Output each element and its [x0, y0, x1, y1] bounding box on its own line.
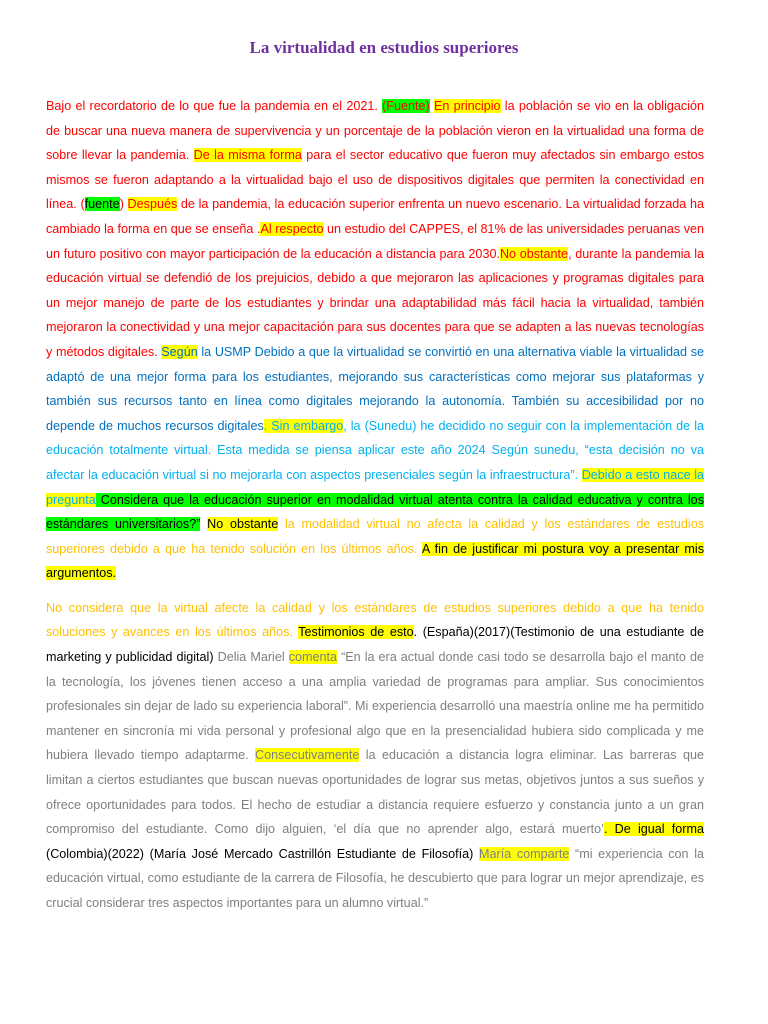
highlighted-text-run: comenta: [288, 650, 338, 665]
highlighted-text-run: . De igual forma: [603, 822, 704, 837]
highlighted-text-run: En principio: [433, 99, 501, 113]
highlighted-text-run: . Sin embargo: [263, 418, 344, 433]
highlighted-text-run: María comparte: [479, 846, 570, 861]
text-run: . (España)(2017)(Testimonio de una estudiante de marketing y publicidad digital): [46, 625, 704, 665]
text-run: la educación a distancia logra eliminar. Las barreras que limitan a ciertos estudiantes que buscan nuevas oportunidades de lograr sus metas, objetivos juntos a sus sueños y ofrece oportunidades para todos. El hecho de estudiar a distancia requiere esfuerzo y constancia junto a un gran compromiso del estudiante. Como dijo alguien, ‘el día que no aprender algo, estará muerto’: [46, 748, 704, 837]
highlighted-text-run: (Fuente): [382, 99, 430, 113]
text-run: la modalidad virtual no afecta la calidad y los estándares de estudios superiores debido a que ha tenido solución en los últimos años.: [46, 517, 704, 556]
highlighted-text-run: No obstante: [207, 517, 279, 532]
document-title: La virtualidad en estudios superiores: [249, 38, 519, 57]
highlighted-text-run: Debido a esto nace la pregunta: [46, 467, 704, 507]
text-run: No considera que la virtual afecte la calidad y los estándares de estudios superiores debido a que ha tenido soluciones y avances en los últimos años.: [46, 600, 704, 640]
text-run: para el sector educativo que fueron muy afectados sin embargo estos mismos se fueron adaptando a la virtualidad bajo el uso de dispositivos digitales que permiten la conectividad en línea. (: [46, 148, 704, 212]
highlighted-text-run: Considera que la educación superior en modalidad virtual atenta contra la calidad educativa y contra los estándares universitarios?”: [46, 492, 704, 532]
highlighted-text-run: A fin de justificar mi postura voy a presentar mis argumentos.: [46, 541, 704, 581]
body-paragraph: [46, 94, 704, 586]
document-body: [46, 94, 704, 916]
text-run: “En la era actual donde casi todo se desarrolla bajo el manto de la tecnología, los jóvenes tienen acceso a una amplia variedad de programas para ampliar. Sus conocimientos profesionales sin dejar de lado su experiencia laboral”. Mi experiencia desarrolló una maestría online me ha permitido mantener en sincronía mi vida personal y profesional algo que en la presencialidad hubiera sido complicada y me hubiera llevado tiempo adaptarme.: [46, 650, 704, 763]
highlighted-text-run: Al respecto: [260, 221, 324, 236]
highlighted-text-run: Testimonios de esto: [298, 625, 414, 640]
body-paragraph: [46, 596, 704, 916]
highlighted-text-run: De la misma forma: [193, 148, 302, 163]
text-run: , la (Sunedu) he decidido no seguir con la implementación de la educación totalmente virtual. Esta medida se piensa aplicar este año 2024 Según sunedu, “esta decisión no va afectar la educación virtual si no mejorarla con aspectos presenciales según la infraestructura”.: [46, 418, 704, 482]
text-run: de la pandemia, la educación superior enfrenta un nuevo escenario. La virtualidad forzada ha cambiado la forma en que se enseña .: [46, 197, 704, 236]
text-run: “mi experiencia con la educación virtual, como estudiante de la carrera de Filosofía, he descubierto que para lograr un mejor aprendizaje, es crucial considerar tres aspectos importantes para un alumno virtual.”: [46, 846, 704, 910]
text-run: Bajo el recordatorio de lo que fue la pandemia en el 2021.: [46, 99, 383, 113]
text-run: un estudio del CAPPES, el 81% de las universidades peruanas ven un futuro positivo con mayor participación de la educación a distancia para 2030.: [46, 221, 705, 261]
highlighted-text-run: Después: [127, 197, 178, 212]
text-run: Delia Mariel: [217, 650, 289, 665]
text-run: , durante la pandemia la educación virtual se defendió de los prejuicios, debido a que mejoraron las aplicaciones y programas digitales para un mejor manejo de parte de los estudiantes y brindar una adaptabilidad más fácil hacia la virtualidad, también mejoraron la conectividad y una mejor capacitación para sus docentes para que se adapten a las nuevas tecnologías y métodos digitales.: [46, 246, 705, 359]
highlighted-text-run: Consecutivamente: [255, 748, 360, 763]
text-run: la USMP Debido a que la virtualidad se convirtió en una alternativa viable la virtualidad se adaptó de una mejor forma para los estudiantes, mejorando sus características como mejorar sus plataformas y también sus recursos tanto en línea como digitales mejorando la autonomía. También su accesibilidad por no depende de muchos recursos digitales: [46, 344, 704, 433]
highlighted-text-run: No obstante: [499, 246, 569, 261]
highlighted-text-run: fuente: [84, 197, 120, 212]
highlighted-text-run: Según: [161, 344, 198, 359]
text-run: (Colombia)(2022) (María José Mercado Castrillón Estudiante de Filosofía): [46, 846, 480, 861]
text-run: ): [119, 197, 128, 212]
text-run: la población se vio en la obligación de buscar una nueva manera de supervivencia y un porcentaje de la población vieron en la virtualidad una forma de sobre llevar la pandemia.: [46, 99, 705, 163]
